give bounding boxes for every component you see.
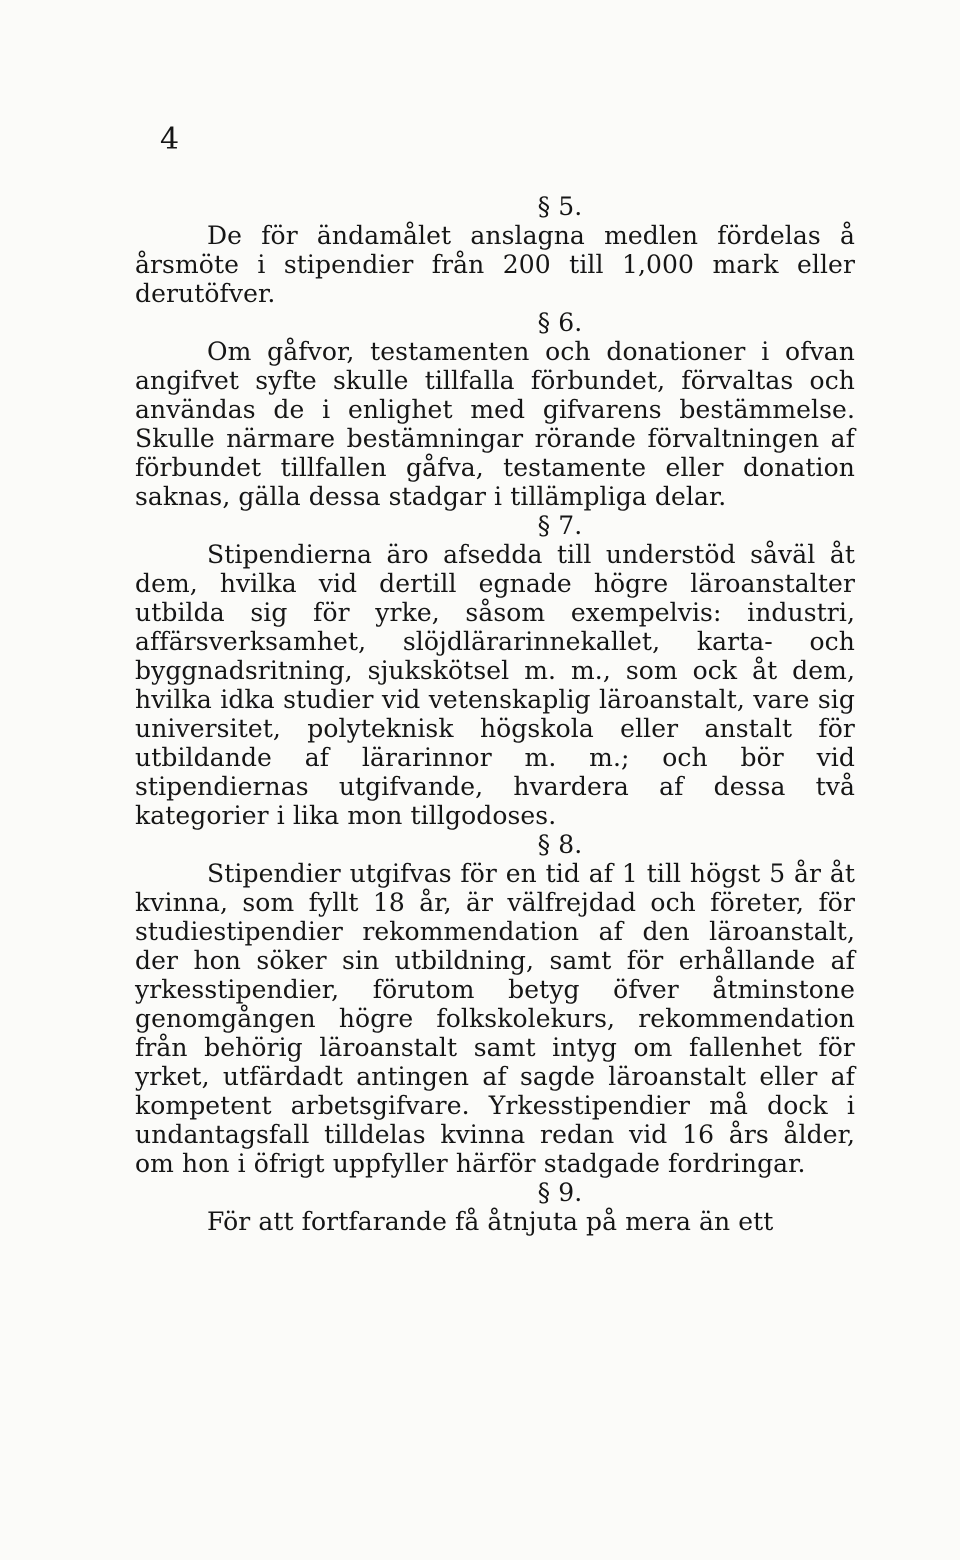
section-9-text: För att fortfarande få åtnjuta på mera än ett	[207, 1207, 774, 1236]
section-8-heading: § 8.	[537, 830, 583, 859]
page-text	[135, 192, 855, 1236]
page-number: 4	[160, 122, 180, 157]
section-8-text: Stipendier utgifvas för en tid af 1 till högst 5 år åt kvinna, som fyllt 18 år, är välfrejdad och företer, för studiestipendier rekommendation af den läroanstalt, der hon söker sin utbildning, samt för erhållande af yrkesstipendier, förutom betyg öfver åtminstone genomgången högre folkskolekurs, rekommendation från behörig läroanstalt samt intyg om fallenhet för yrket, utfärdadt antingen af sagde läroanstalt eller af kompetent arbetsgifvare. Yrkesstipendier må dock i undantagsfall tilldelas kvinna redan vid 16 års ålder, om hon i öfrigt uppfyller härför stadgade fordringar.	[135, 859, 855, 1178]
section-6-text: Om gåfvor, testamenten och donationer i ofvan angifvet syfte skulle tillfalla förbundet, förvaltas och användas de i enlighet med gifvarens bestämmelse. Skulle närmare bestämningar rörande förvaltningen af förbundet tillfallen gåfva, testamente eller donation saknas, gälla dessa stadgar i tillämpliga delar.	[135, 337, 855, 511]
section-6-heading: § 6.	[537, 308, 583, 337]
section-7-heading: § 7.	[537, 511, 583, 540]
section-5-heading: § 5.	[537, 192, 583, 221]
section-5-text: De för ändamålet anslagna medlen fördelas å årsmöte i stipendier från 200 till 1,000 mark eller derutöfver.	[135, 221, 855, 308]
section-7-text: Stipendierna äro afsedda till understöd såväl åt dem, hvilka vid dertill egnade högre läroanstalter utbilda sig för yrke, såsom exempelvis: industri, affärsverksamhet, slöjdlärarinnekallet, karta- och byggnadsritning, sjukskötsel m. m., som ock åt dem, hvilka idka studier vid vetenskaplig läroanstalt, vare sig universitet, polyteknisk högskola eller anstalt för utbildande af lärarinnor m. m.; och bör vid stipendiernas utgifvande, hvardera af dessa två kategorier i lika mon tillgodoses.	[135, 540, 855, 830]
section-9-heading: § 9.	[537, 1178, 583, 1207]
